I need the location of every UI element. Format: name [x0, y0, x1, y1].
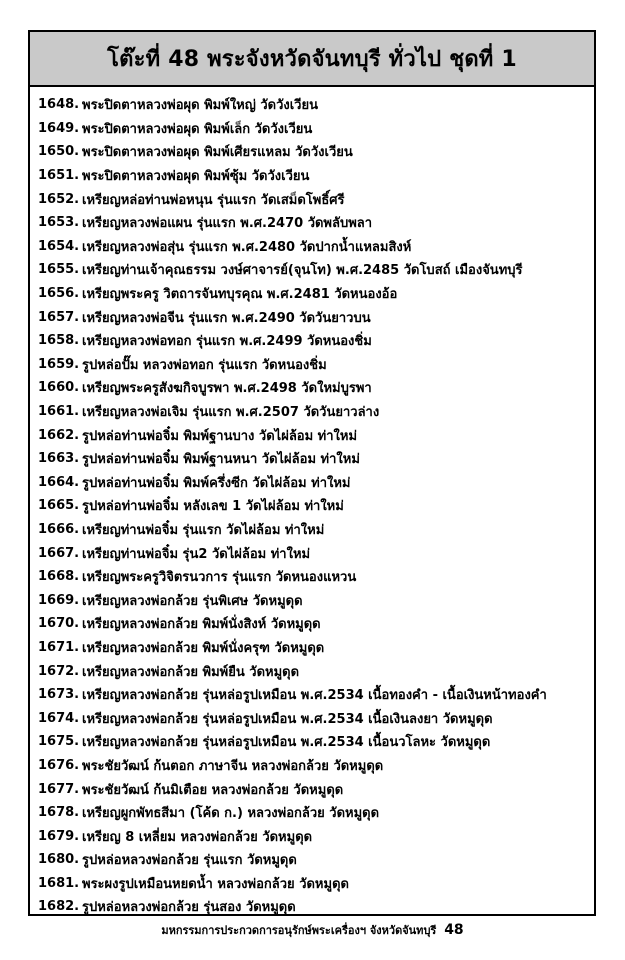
list-item — [38, 494, 594, 518]
item-text: เหรียญหลวงพ่อสุ่น รุ่นแรก พ.ศ.2480 วัดปากน้ำแหลมสิงห์ — [82, 239, 412, 255]
item-text: พระชัยวัฒน์ ก้นมิเตือย หลวงพ่อกล้วย วัดหมูดุด — [82, 782, 344, 798]
item-text: พระชัยวัฒน์ ก้นตอก ภาษาจีน หลวงพ่อกล้วย วัดหมูดุด — [82, 758, 384, 774]
item-text: เหรียญพระครูสังฆกิจบูรพา พ.ศ.2498 วัดใหม่บูรพา — [82, 381, 372, 397]
list-item — [38, 353, 594, 377]
list-item — [38, 471, 594, 495]
item-number: 1653. — [38, 215, 80, 231]
list-item — [38, 211, 594, 235]
list-item — [38, 683, 594, 707]
item-text: รูปหล่อท่านพ่อจิ๋ม หลังเลข 1 วัดไผ่ล้อม ท่าใหม่ — [82, 499, 344, 515]
item-number: 1648. — [38, 97, 80, 113]
list-item — [38, 140, 594, 164]
item-text: เหรียญท่านพ่อจิ๋ม รุ่นแรก วัดไผ่ล้อม ท่าใหม่ — [82, 522, 325, 538]
list-item — [38, 329, 594, 353]
item-number: 1663. — [38, 451, 80, 467]
list-item — [38, 164, 594, 188]
item-text: เหรียญหลวงพ่อเจิม รุ่นแรก พ.ศ.2507 วัดวันยาวล่าง — [82, 405, 380, 421]
item-text: เหรียญหลวงพ่อกล้วย พิมพ์นั่งสิงห์ วัดหมูดุด — [82, 617, 321, 633]
item-number: 1652. — [38, 191, 80, 207]
item-number: 1654. — [38, 238, 80, 254]
list-item — [38, 376, 594, 400]
footer-caption: มหกรรมการประกวดการอนุรักษ์พระเครื่องฯ จังหวัดจันทบุรี — [161, 924, 437, 937]
list-item — [38, 801, 594, 825]
item-number: 1675. — [38, 734, 80, 750]
item-text: เหรียญหลวงพ่อกล้วย พิมพ์นั่งครุฑ วัดหมูดุด — [82, 640, 325, 656]
item-number: 1676. — [38, 757, 80, 773]
item-text: พระปิดตาหลวงพ่อผุด พิมพ์เศียรแหลม วัดวังเวียน — [82, 145, 353, 161]
list-item — [38, 706, 594, 730]
item-text: พระผงรูปเหมือนหยดน้ำ หลวงพ่อกล้วย วัดหมูดุด — [82, 876, 349, 892]
item-number: 1651. — [38, 168, 80, 184]
item-text: เหรียญหลวงพ่อกล้วย รุ่นหล่อรูปเหมือน พ.ศ.2534 เนื้อนวโลหะ วัดหมูดุด — [82, 735, 491, 751]
list-item — [38, 447, 594, 471]
item-number: 1674. — [38, 710, 80, 726]
item-text: เหรียญหลวงพ่อกล้วย พิมพ์ยืน วัดหมูดุด — [82, 664, 300, 680]
item-text: เหรียญหลวงพ่อกล้วย รุ่นหล่อรูปเหมือน พ.ศ.2534 เนื้อทองคำ - เนื้อเงินหน้าทองคำ — [82, 688, 547, 704]
item-text: เหรียญหลวงพ่อกล้วย รุ่นพิเศษ วัดหมูดุด — [82, 593, 303, 609]
item-text: เหรียญพระครูวิจิตรนวการ รุ่นแรก วัดหนองแหวน — [82, 570, 357, 586]
item-number: 1666. — [38, 521, 80, 537]
item-number: 1657. — [38, 309, 80, 325]
item-number: 1681. — [38, 875, 80, 891]
item-number: 1661. — [38, 404, 80, 420]
list-item — [38, 872, 594, 896]
page-footer — [0, 921, 625, 939]
list-item — [38, 117, 594, 141]
list-item — [38, 565, 594, 589]
item-text: เหรียญ 8 เหลี่ยม หลวงพ่อกล้วย วัดหมูดุด — [82, 829, 313, 845]
item-text: เหรียญหลวงพ่อแผน รุ่นแรก พ.ศ.2470 วัดพลับพลา — [82, 216, 373, 232]
list-item — [38, 282, 594, 306]
item-number: 1669. — [38, 592, 80, 608]
item-text: รูปหล่อท่านพ่อจิ๋ม พิมพ์ฐานหนา วัดไผ่ล้อม ท่าใหม่ — [82, 452, 360, 468]
item-number: 1659. — [38, 356, 80, 372]
item-number: 1670. — [38, 616, 80, 632]
item-number: 1649. — [38, 120, 80, 136]
item-text: เหรียญหลวงพ่อกล้วย รุ่นหล่อรูปเหมือน พ.ศ.2534 เนื้อเงินลงยา วัดหมูดุด — [82, 711, 493, 727]
item-text: เหรียญหลวงพ่อจีน รุ่นแรก พ.ศ.2490 วัดวันยาวบน — [82, 310, 371, 326]
item-number: 1678. — [38, 805, 80, 821]
item-text: เหรียญพระครู วิตถารจันทบุรคุณ พ.ศ.2481 วัดหนองอ้อ — [82, 287, 398, 303]
item-number: 1680. — [38, 852, 80, 868]
list-item — [38, 541, 594, 565]
item-number: 1671. — [38, 639, 80, 655]
list-item — [38, 93, 594, 117]
list-item — [38, 423, 594, 447]
item-number: 1656. — [38, 286, 80, 302]
item-number: 1655. — [38, 262, 80, 278]
list-item — [38, 824, 594, 848]
item-number: 1672. — [38, 663, 80, 679]
item-text: พระปิดตาหลวงพ่อผุด พิมพ์ซุ้ม วัดวังเวียน — [82, 169, 310, 185]
item-number: 1660. — [38, 380, 80, 396]
item-text: รูปหล่อท่านพ่อจิ๋ม พิมพ์ครึ่งซีก วัดไผ่ล้อม ท่าใหม่ — [82, 475, 351, 491]
list-item — [38, 636, 594, 660]
item-text: รูปหล่อหลวงพ่อกล้วย รุ่นสอง วัดหมูดุด — [82, 900, 296, 916]
list-item — [38, 777, 594, 801]
amulet-list — [30, 87, 594, 919]
item-number: 1668. — [38, 569, 80, 585]
item-number: 1673. — [38, 687, 80, 703]
item-number: 1658. — [38, 333, 80, 349]
page-number: 48 — [444, 922, 464, 938]
item-number: 1650. — [38, 144, 80, 160]
item-number: 1679. — [38, 828, 80, 844]
item-number: 1662. — [38, 427, 80, 443]
list-item — [38, 848, 594, 872]
item-number: 1677. — [38, 781, 80, 797]
list-item — [38, 612, 594, 636]
item-text: รูปหล่อท่านพ่อจิ๋ม พิมพ์ฐานบาง วัดไผ่ล้อม ท่าใหม่ — [82, 428, 358, 444]
item-number: 1664. — [38, 474, 80, 490]
list-item — [38, 895, 594, 919]
item-text: รูปหล่อปั๊ม หลวงพ่อทอก รุ่นแรก วัดหนองชิ่ม — [82, 357, 327, 373]
list-item — [38, 187, 594, 211]
item-number: 1665. — [38, 498, 80, 514]
list-item — [38, 235, 594, 259]
item-number: 1667. — [38, 545, 80, 561]
page-title: โต๊ะที่ 48 พระจังหวัดจันทบุรี ทั่วไป ชุดที่ 1 — [30, 32, 594, 87]
item-text: เหรียญท่านพ่อจิ๋ม รุ่น2 วัดไผ่ล้อม ท่าใหม่ — [82, 546, 311, 562]
item-text: พระปิดตาหลวงพ่อผุด พิมพ์เล็ก วัดวังเวียน — [82, 121, 313, 137]
list-item — [38, 400, 594, 424]
item-text: รูปหล่อหลวงพ่อกล้วย รุ่นแรก วัดหมูดุด — [82, 853, 297, 869]
item-text: เหรียญท่านเจ้าคุณธรรม วงษ์ศาจารย์(จุนโท) พ.ศ.2485 วัดโบสถ์ เมืองจันทบุรี — [82, 263, 523, 279]
list-item — [38, 588, 594, 612]
list-item — [38, 518, 594, 542]
list-item — [38, 258, 594, 282]
list-item — [38, 659, 594, 683]
page-frame — [28, 30, 596, 916]
item-text: เหรียญผูกพัทธสีมา (โค้ด ก.) หลวงพ่อกล้วย วัดหมูดุด — [82, 806, 380, 822]
list-item — [38, 730, 594, 754]
item-text: เหรียญหล่อท่านพ่อหนุน รุ่นแรก วัดเสม็ดโพธิ์ศรี — [82, 192, 345, 208]
list-item — [38, 754, 594, 778]
list-item — [38, 305, 594, 329]
item-number: 1682. — [38, 899, 80, 915]
item-text: เหรียญหลวงพ่อทอก รุ่นแรก พ.ศ.2499 วัดหนองชิ่ม — [82, 334, 372, 350]
item-text: พระปิดตาหลวงพ่อผุด พิมพ์ใหญ่ วัดวังเวียน — [82, 98, 318, 114]
